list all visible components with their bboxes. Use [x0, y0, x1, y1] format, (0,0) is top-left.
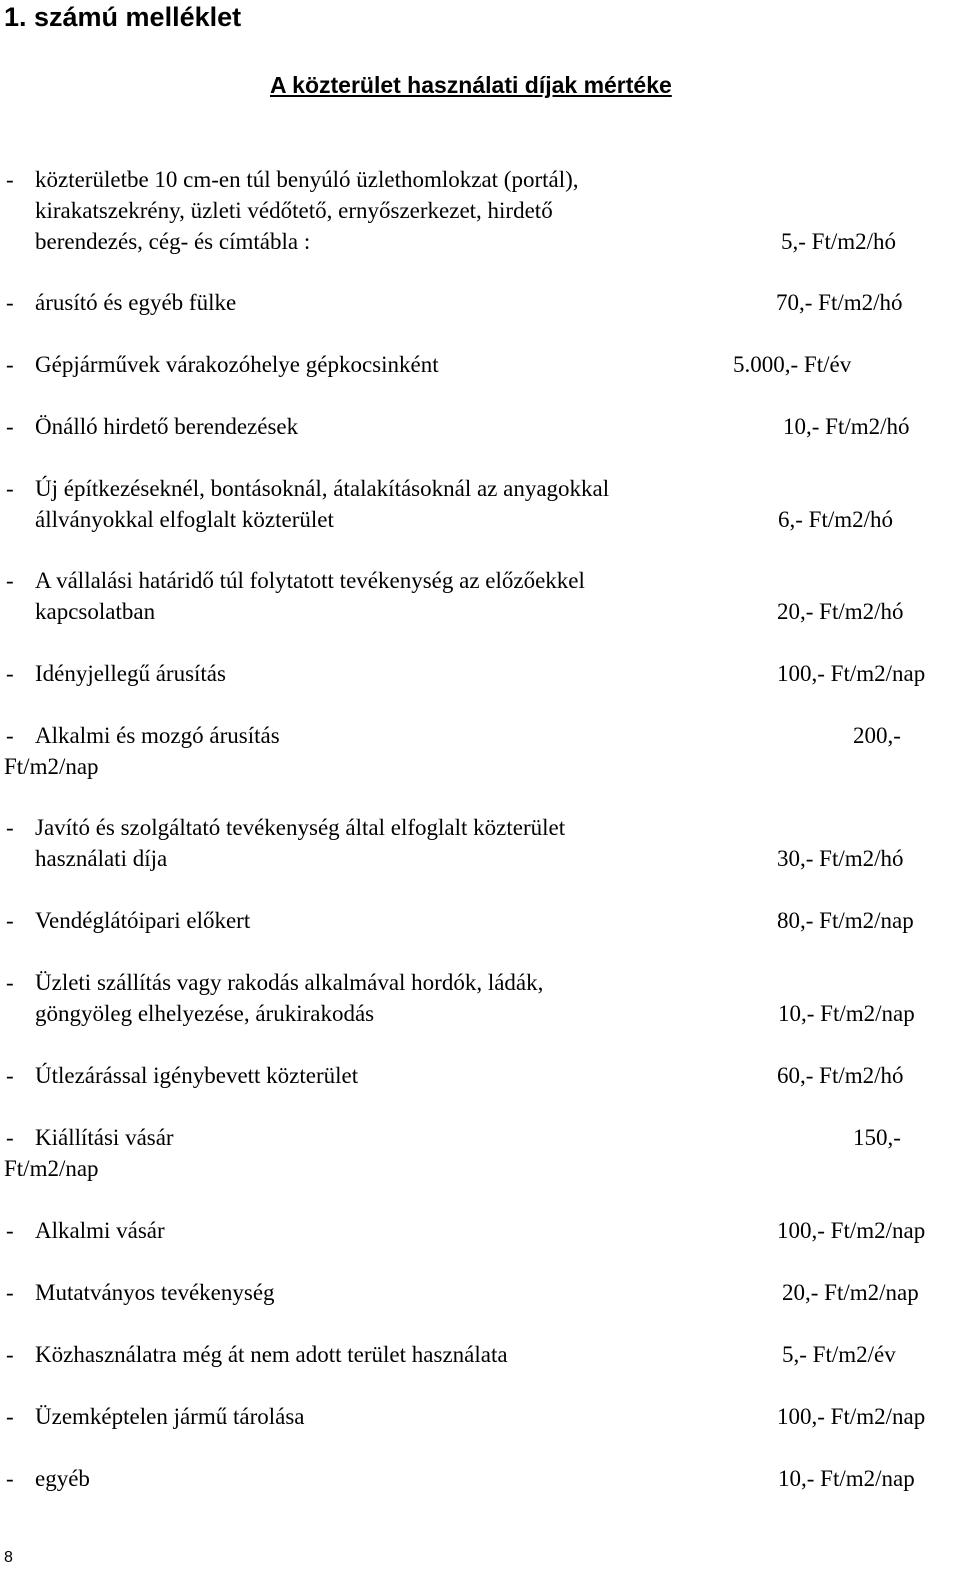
list-bullet: -: [6, 815, 14, 840]
list-bullet: -: [6, 970, 14, 995]
item-description: Üzemképtelen jármű tárolása: [35, 1404, 305, 1429]
list-bullet: -: [6, 723, 14, 748]
item-price: 70,- Ft/m2/hó: [776, 290, 903, 315]
item-description: Vendéglátóipari előkert: [35, 908, 251, 933]
item-description: Közhasználatra még át nem adott terület használata: [35, 1342, 508, 1367]
list-bullet: -: [6, 1218, 14, 1243]
list-bullet: -: [6, 414, 14, 439]
item-description: berendezés, cég- és címtábla :: [35, 229, 311, 254]
item-price: 20,- Ft/m2/nap: [782, 1280, 919, 1305]
list-bullet: -: [6, 290, 14, 315]
list-bullet: -: [6, 1342, 14, 1367]
list-bullet: -: [6, 1063, 14, 1088]
item-description: kirakatszekrény, üzleti védőtető, ernyőszerkezet, hirdető: [35, 198, 553, 223]
list-bullet: -: [6, 1125, 14, 1150]
item-price: 5,- Ft/m2/év: [782, 1342, 896, 1367]
document-title: A közterület használati díjak mértéke: [270, 72, 672, 98]
item-description: állványokkal elfoglalt közterület: [35, 507, 334, 532]
item-description: egyéb: [35, 1466, 90, 1491]
item-description: Gépjárművek várakozóhelye gépkocsinként: [35, 352, 439, 377]
list-bullet: -: [6, 476, 14, 501]
item-description: Üzleti szállítás vagy rakodás alkalmával hordók, ládák,: [35, 970, 544, 995]
item-price: 200,-: [853, 723, 901, 748]
item-price: 100,- Ft/m2/nap: [777, 1404, 926, 1429]
item-price: 5,- Ft/m2/hó: [781, 229, 897, 254]
item-description: Mutatványos tevékenység: [35, 1280, 275, 1305]
page-number: 8: [4, 1549, 13, 1566]
list-bullet: -: [6, 661, 14, 686]
list-bullet: -: [6, 1466, 14, 1491]
item-price: 6,- Ft/m2/hó: [778, 507, 894, 532]
item-price: 100,- Ft/m2/nap: [777, 661, 926, 686]
item-price: 10,- Ft/m2/nap: [778, 1001, 915, 1026]
item-price: 100,- Ft/m2/nap: [777, 1218, 926, 1243]
list-bullet: -: [6, 352, 14, 377]
item-price: 5.000,- Ft/év: [733, 352, 852, 377]
list-bullet: -: [6, 1404, 14, 1429]
item-price: 20,- Ft/m2/hó: [777, 599, 904, 624]
item-description: Kiállítási vásár: [35, 1125, 174, 1150]
item-price: 150,-: [853, 1125, 901, 1150]
item-description: Útlezárással igénybevett közterület: [35, 1063, 359, 1088]
item-description: használati díja: [35, 846, 168, 871]
list-bullet: -: [6, 908, 14, 933]
list-bullet: -: [6, 568, 14, 593]
item-description: Javító és szolgáltató tevékenység által elfoglalt közterület: [35, 815, 566, 840]
page-heading: 1. számú melléklet: [4, 2, 242, 32]
item-description: Önálló hirdető berendezések: [35, 414, 299, 439]
item-description: Alkalmi és mozgó árusítás: [35, 723, 280, 748]
item-description: Új építkezéseknél, bontásoknál, átalakításoknál az anyagokkal: [35, 476, 610, 501]
item-description: árusító és egyéb fülke: [35, 290, 237, 315]
item-price: 10,- Ft/m2/nap: [778, 1466, 915, 1491]
list-bullet: -: [6, 1280, 14, 1305]
item-price: 30,- Ft/m2/hó: [777, 846, 904, 871]
item-price-continuation: Ft/m2/nap: [4, 1156, 99, 1181]
item-description: közterületbe 10 cm-en túl benyúló üzlethomlokzat (portál),: [35, 167, 579, 192]
item-description: göngyöleg elhelyezése, árukirakodás: [35, 1001, 375, 1026]
item-price: 10,- Ft/m2/hó: [783, 414, 910, 439]
list-bullet: -: [6, 167, 14, 192]
item-description: kapcsolatban: [35, 599, 156, 624]
item-price-continuation: Ft/m2/nap: [4, 754, 99, 779]
item-price: 80,- Ft/m2/nap: [777, 908, 914, 933]
item-description: A vállalási határidő túl folytatott tevékenység az előzőekkel: [35, 568, 585, 593]
item-description: Alkalmi vásár: [35, 1218, 165, 1243]
item-description: Idényjellegű árusítás: [35, 661, 226, 686]
item-price: 60,- Ft/m2/hó: [777, 1063, 904, 1088]
